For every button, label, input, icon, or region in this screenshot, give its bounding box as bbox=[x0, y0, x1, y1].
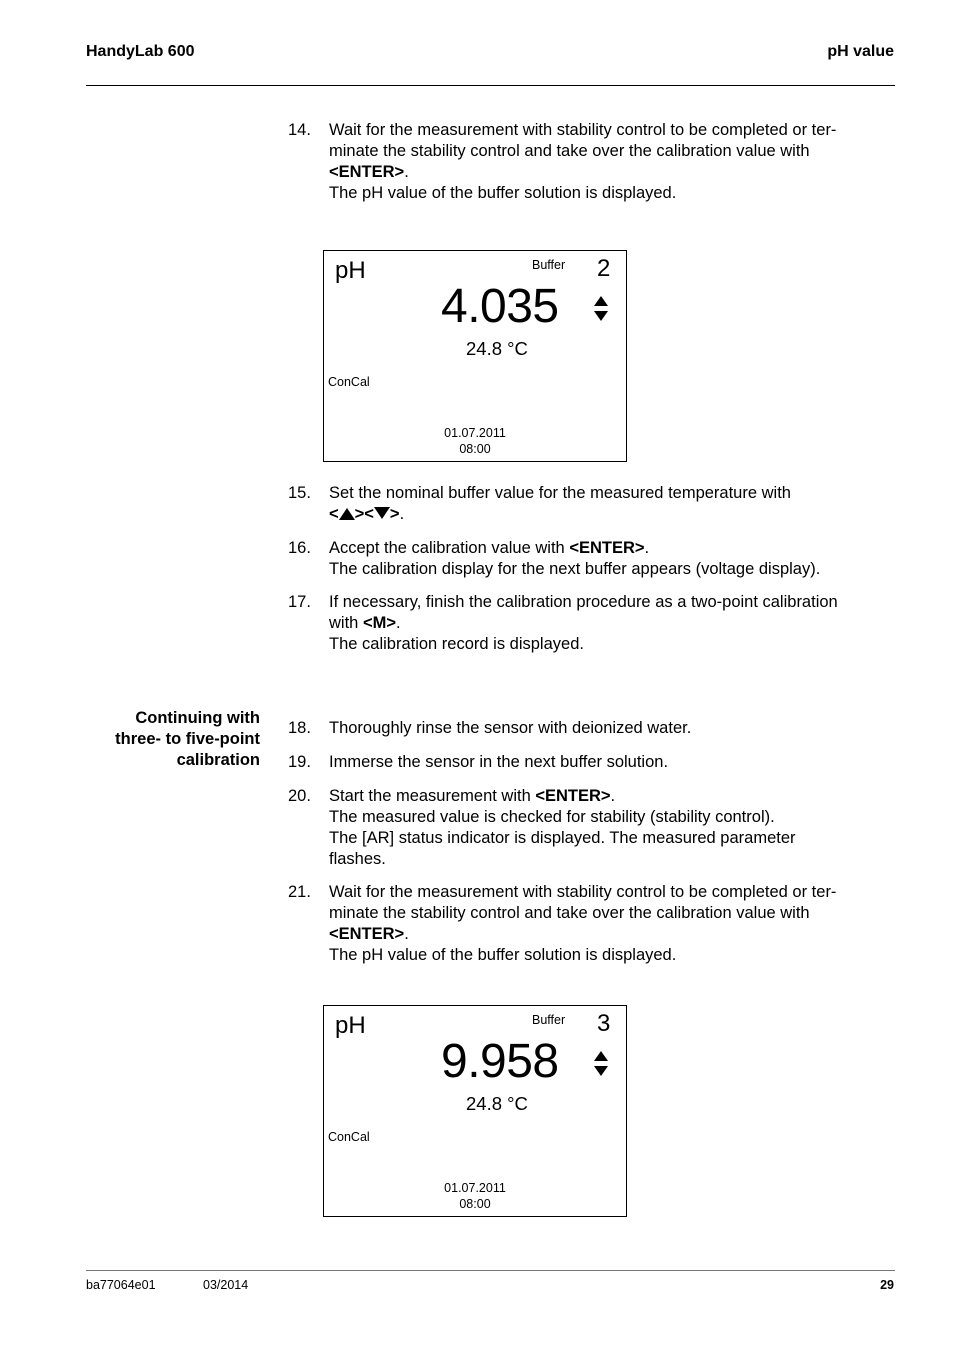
step-text bbox=[329, 592, 889, 655]
step-line bbox=[329, 504, 889, 525]
step-line: The [AR] status indicator is displayed. The measured parameter bbox=[329, 829, 796, 847]
display-temperature: 24.8 °C bbox=[466, 1093, 528, 1114]
punct: . bbox=[399, 505, 405, 523]
display-buffer-number: 3 bbox=[597, 1010, 611, 1037]
margin-heading-line: calibration bbox=[176, 751, 260, 769]
step-line: The pH value of the buffer solution is displayed. bbox=[329, 184, 677, 202]
display-mode: Buffer bbox=[532, 1013, 566, 1027]
step-number: 14. bbox=[288, 121, 311, 139]
step-number: 17. bbox=[288, 593, 311, 611]
up-down-arrows bbox=[594, 296, 608, 321]
arrow-down-icon bbox=[594, 311, 608, 321]
key-enter: <ENTER> bbox=[329, 925, 405, 943]
step-fragment: Accept the calibration value with bbox=[329, 539, 570, 557]
step-line: minate the stability control and take over the calibration value with bbox=[329, 904, 810, 922]
step-line bbox=[329, 162, 889, 183]
step-line: The pH value of the buffer solution is displayed. bbox=[329, 946, 677, 964]
punct: . bbox=[644, 539, 650, 557]
key-arrows bbox=[329, 505, 400, 523]
step-line: The measured value is checked for stability (stability control). bbox=[329, 808, 775, 826]
display-date: 01.07.2011 bbox=[444, 426, 506, 440]
step-number: 16. bbox=[288, 539, 311, 557]
margin-heading-line: Continuing with bbox=[135, 709, 260, 727]
header-rule bbox=[86, 85, 895, 86]
footer-date: 03/2014 bbox=[203, 1278, 249, 1292]
step-fragment: Start the measurement with bbox=[329, 787, 536, 805]
punct: . bbox=[395, 614, 401, 632]
step-number: 20. bbox=[288, 787, 311, 805]
meter-display bbox=[323, 1005, 627, 1217]
step-line: flashes. bbox=[329, 850, 386, 868]
key-enter: <ENTER> bbox=[569, 539, 645, 557]
step-number: 19. bbox=[288, 753, 311, 771]
step-line bbox=[329, 786, 889, 807]
punct: . bbox=[610, 787, 616, 805]
key-enter: <ENTER> bbox=[329, 163, 405, 181]
step-line: Wait for the measurement with stability control to be completed or ter- bbox=[329, 121, 837, 139]
footer-doc-number: ba77064e01 bbox=[86, 1278, 156, 1292]
footer-rule bbox=[86, 1270, 895, 1271]
display-parameter: pH bbox=[335, 257, 366, 284]
step-number: 18. bbox=[288, 719, 311, 737]
step-line: Set the nominal buffer value for the measured temperature with bbox=[329, 484, 791, 502]
step-line: minate the stability control and take over the calibration value with bbox=[329, 142, 810, 160]
step-line: Immerse the sensor in the next buffer solution. bbox=[329, 753, 669, 771]
arrow-down-icon bbox=[594, 1066, 608, 1076]
key-bracket: >< bbox=[354, 505, 374, 523]
key-enter: <ENTER> bbox=[535, 787, 611, 805]
step-number: 21. bbox=[288, 883, 311, 901]
display-time: 08:00 bbox=[459, 442, 491, 456]
key-m: <M> bbox=[362, 614, 396, 632]
display-parameter: pH bbox=[335, 1012, 366, 1039]
step-text bbox=[329, 718, 889, 739]
display-mode: Buffer bbox=[532, 258, 566, 272]
step-fragment: with bbox=[329, 614, 363, 632]
arrow-up-icon bbox=[594, 296, 608, 306]
step-line bbox=[329, 538, 889, 559]
arrow-up-icon bbox=[339, 508, 355, 520]
arrow-down-icon bbox=[374, 507, 390, 519]
step-line: The calibration record is displayed. bbox=[329, 635, 584, 653]
key-bracket: > bbox=[389, 505, 400, 523]
step-line bbox=[329, 924, 889, 945]
up-down-arrows bbox=[594, 1051, 608, 1076]
step-text bbox=[329, 882, 889, 966]
display-temperature: 24.8 °C bbox=[466, 338, 528, 359]
arrow-up-icon bbox=[594, 1051, 608, 1061]
display-value: 4.035 bbox=[441, 280, 559, 333]
display-status: ConCal bbox=[328, 375, 370, 389]
step-line: The calibration display for the next buffer appears (voltage display). bbox=[329, 560, 821, 578]
punct: . bbox=[404, 925, 409, 943]
step-text bbox=[329, 538, 889, 580]
step-text bbox=[329, 786, 889, 870]
page-number: 29 bbox=[880, 1278, 894, 1292]
step-number: 15. bbox=[288, 484, 311, 502]
display-status: ConCal bbox=[328, 1130, 370, 1144]
step-text bbox=[329, 120, 889, 204]
running-header-title: HandyLab 600 bbox=[86, 43, 195, 60]
step-line: Wait for the measurement with stability control to be completed or ter- bbox=[329, 883, 837, 901]
punct: . bbox=[404, 163, 409, 181]
margin-heading bbox=[86, 708, 260, 771]
margin-heading-line: three- to five-point bbox=[115, 730, 260, 748]
display-time: 08:00 bbox=[459, 1197, 491, 1211]
meter-display bbox=[323, 250, 627, 462]
display-buffer-number: 2 bbox=[597, 255, 611, 282]
step-text bbox=[329, 483, 889, 525]
running-header-section: pH value bbox=[827, 43, 894, 60]
key-bracket: < bbox=[329, 505, 339, 523]
step-line: Thoroughly rinse the sensor with deionized water. bbox=[329, 719, 692, 737]
step-line: If necessary, finish the calibration procedure as a two-point calibration bbox=[329, 593, 838, 611]
step-text bbox=[329, 752, 889, 773]
display-date: 01.07.2011 bbox=[444, 1181, 506, 1195]
display-value: 9.958 bbox=[441, 1035, 559, 1088]
step-line bbox=[329, 613, 889, 634]
